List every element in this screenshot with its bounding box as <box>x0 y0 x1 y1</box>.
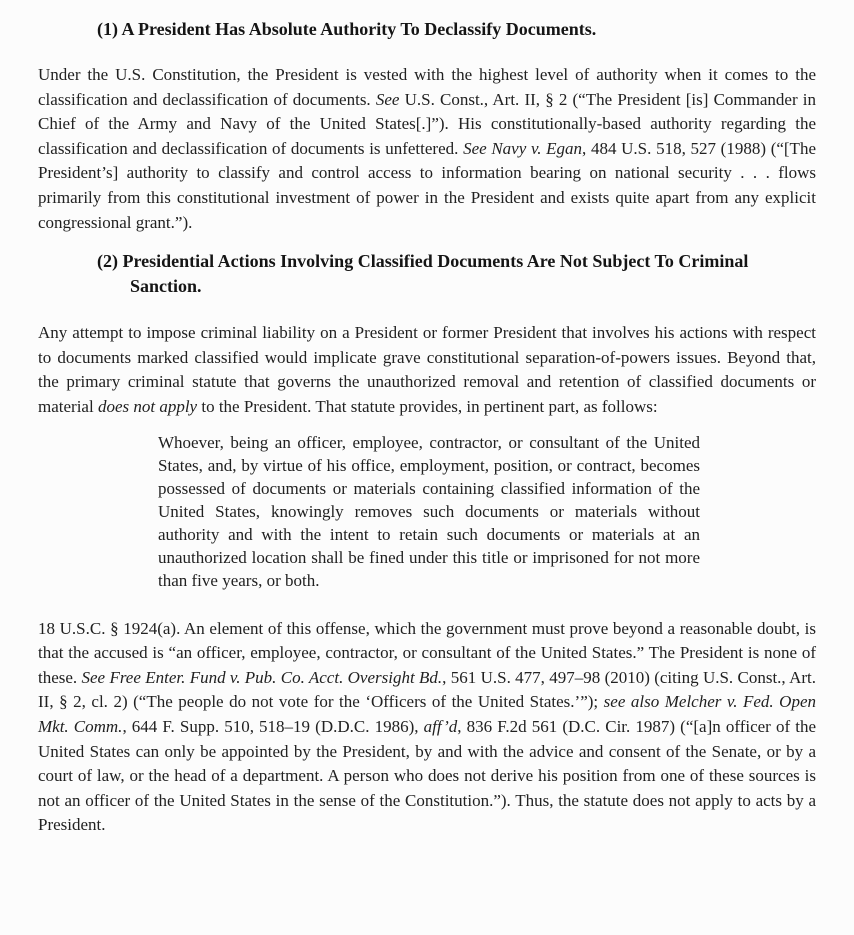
heading-2-text: Presidential Actions Involving Classified Documents Are Not Subject To Criminal Sanction. <box>122 251 749 297</box>
heading-2-number: (2) <box>97 251 118 272</box>
paragraph-criminal-liability: Any attempt to impose criminal liability on a President or former President that involves his actions with respect to documents marked classified would implicate grave constitutional separation-of-powers issues. Beyond that, the primary criminal statute that governs the unauthorized removal and retention of classified documents or material does not apply to the President. That statute provides, in pertinent part, as follows: <box>38 323 816 416</box>
section-heading-2 <box>97 249 816 299</box>
heading-1-text: A President Has Absolute Authority To Declassify Documents. <box>121 19 597 39</box>
heading-1-number: (1) <box>97 19 118 39</box>
section-heading-1 <box>97 17 816 42</box>
statute-blockquote: Whoever, being an officer, employee, contractor, or consultant of the United States, and, by virtue of his office, employment, position, or contract, becomes possessed of documents or materials containing classified information of the United States, knowingly removes such documents or materials without authority and with the intent to retain such documents or materials at an unauthorized location shall be fined under this title or imprisoned for not more than five years, or both. <box>158 432 700 590</box>
paragraph-authority: Under the U.S. Constitution, the President is vested with the highest level of authority when it comes to the classification and declassification of documents. See U.S. Const., Art. II, § 2 (“The President [is] Commander in Chief of the Army and Navy of the United States[.]”). His constitutionally-based authority regarding the classification and declassification of documents is unfettered. See Navy v. Egan, 484 U.S. 518, 527 (1988) (“[The President’s] authority to classify and control access to information bearing on national security . . . flows primarily from this constitutional investment of power in the President and exists quite apart from any explicit congressional grant.”). <box>38 65 816 232</box>
paragraph-statute-analysis: 18 U.S.C. § 1924(a). An element of this offense, which the government must prove beyond a reasonable doubt, is that the accused is “an officer, employee, contractor, or consultant of the United States.” The President is none of these. See Free Enter. Fund v. Pub. Co. Acct. Oversight Bd., 561 U.S. 477, 497–98 (2010) (citing U.S. Const., Art. II, § 2, cl. 2) (“The people do not vote for the ‘Officers of the United States.’”); see also Melcher v. Fed. Open Mkt. Comm., 644 F. Supp. 510, 518–19 (D.D.C. 1986), aff’d, 836 F.2d 561 (D.C. Cir. 1987) (“[a]n officer of the United States can only be appointed by the President, by and with the advice and consent of the Senate, or by a court of law, or the head of a department. A person who does not derive his position from one of these sources is not an officer of the United States in the sense of the Constitution.”). Thus, the statute does not apply to acts by a President. <box>38 618 817 835</box>
